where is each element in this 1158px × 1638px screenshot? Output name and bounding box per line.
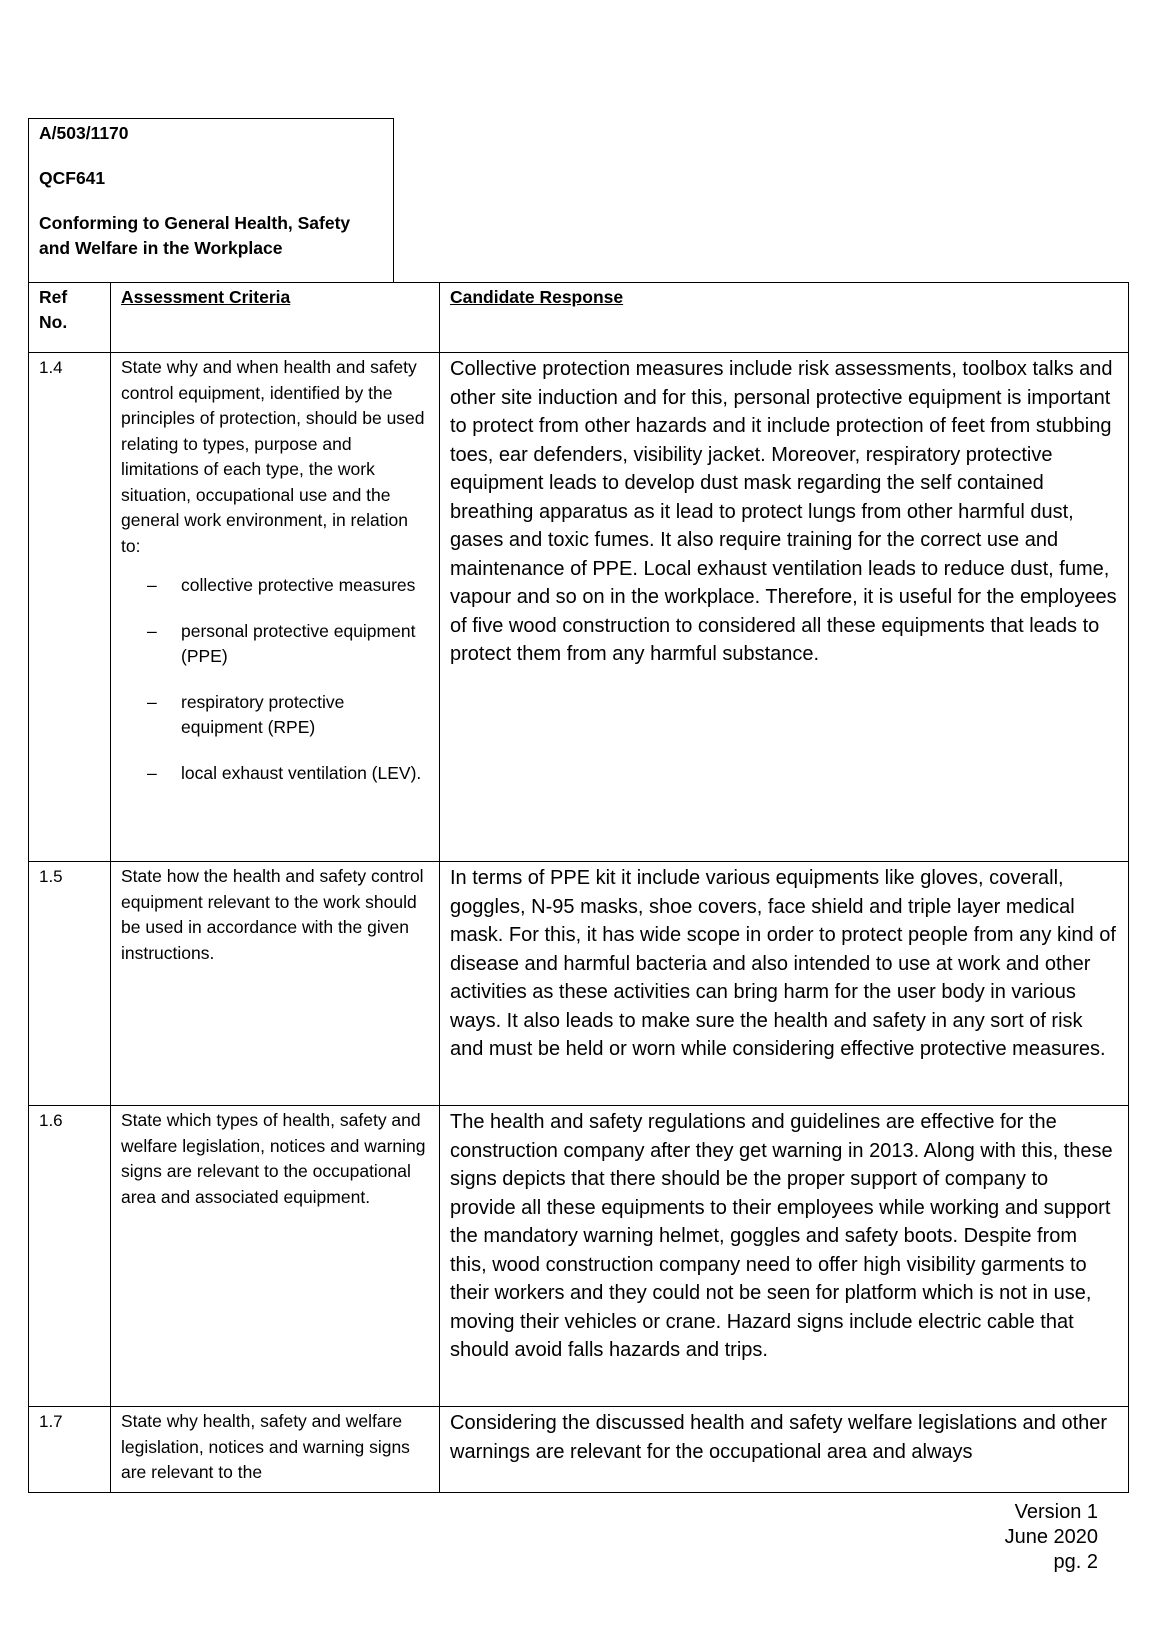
list-item: – respiratory protective equipment (RPE) <box>147 691 345 737</box>
candidate-response: In terms of PPE kit it include various equipments like gloves, coverall, goggles, N-95 masks, shoe covers, face shield and triple layer medical mask. For this, it has wide scope in order to protect people from any kind of disease and harmful bacteria and also intended to use at work and other activities as these activities can bring harm for the user body in various ways. It also leads to make sure the health and safety in any sort of risk and must be held or worn while considering effective protective measures. <box>440 862 1129 1106</box>
assessment-criteria: State why health, safety and welfare legislation, notices and warning signs are relevant to the <box>111 1407 440 1493</box>
assessment-criteria: State which types of health, safety and welfare legislation, notices and warning signs are relevant to the occupational area and associated equipment. <box>111 1106 440 1407</box>
candidate-response: The health and safety regulations and guidelines are effective for the construction company after they get warning in 2013. Along with this, these signs depicts that there should be the proper support of company to provide all these equipments to their employees while working and support the mandatory warning helmet, goggles and safety boots. Despite from this, wood construction company need to offer high visibility garments to their workers and they could not be seen for platform which is not in use, moving their vehicles or crane. Hazard signs include electric cable that should avoid falls hazards and trips. <box>440 1106 1129 1407</box>
list-item: – personal protective equipment (PPE) <box>147 620 416 666</box>
assessment-criteria: State how the health and safety control equipment relevant to the work should be used in accordance with the given instructions. <box>111 862 440 1106</box>
table-row <box>29 353 1129 862</box>
criteria-bullet-list <box>121 573 429 786</box>
ref-number: 1.6 <box>29 1106 111 1407</box>
table-header-row <box>29 283 1129 353</box>
ref-number: 1.7 <box>29 1407 111 1493</box>
column-header-criteria: Assessment Criteria <box>111 283 440 353</box>
table-row <box>29 862 1129 1106</box>
column-header-response: Candidate Response <box>440 283 1129 353</box>
criteria-text: State why and when health and safety control equipment, identified by the principles of protection, should be used relating to types, purpose and limitations of each type, the work situation, occupational use and the general work environment, in relation to: <box>121 357 425 556</box>
assessment-criteria <box>111 353 440 862</box>
candidate-response: Considering the discussed health and safety welfare legislations and other warnings are relevant for the occupational area and always <box>440 1407 1129 1493</box>
date-label: June 2020 <box>1004 1526 1098 1548</box>
qcf-code: QCF641 <box>39 168 106 188</box>
table-row <box>29 1407 1129 1493</box>
table-row <box>29 1106 1129 1407</box>
page-footer <box>1005 1500 1098 1575</box>
page-number: pg. 2 <box>1053 1551 1098 1573</box>
ref-number: 1.5 <box>29 862 111 1106</box>
list-item: – collective protective measures <box>147 575 416 595</box>
unit-code: A/503/1170 <box>39 123 129 143</box>
list-item: – local exhaust ventilation (LEV). <box>147 762 422 783</box>
document-header <box>28 118 394 282</box>
assessment-table <box>28 282 1129 1493</box>
column-header-ref: Ref No. <box>29 283 111 353</box>
candidate-response: Collective protection measures include risk assessments, toolbox talks and other site induction and for this, personal protective equipment is important to protect from other hazards and it include protection of feet from stubbing toes, ear defenders, visibility jacket. Moreover, respiratory protective equipment leads to develop dust mask regarding the self contained breathing apparatus as it lead to protect lungs from other harmful dust, gases and toxic fumes. It also require training for the correct use and maintenance of PPE. Local exhaust ventilation leads to reduce dust, fume, vapour and so on in the workplace. Therefore, it is useful for the employees of five wood construction to considered all these equipments that leads to protect them from any harmful substance. <box>440 353 1129 862</box>
version-label: Version 1 <box>1014 1501 1098 1523</box>
ref-number: 1.4 <box>29 353 111 862</box>
unit-title: Conforming to General Health, Safety and Welfare in the Workplace <box>39 213 351 258</box>
